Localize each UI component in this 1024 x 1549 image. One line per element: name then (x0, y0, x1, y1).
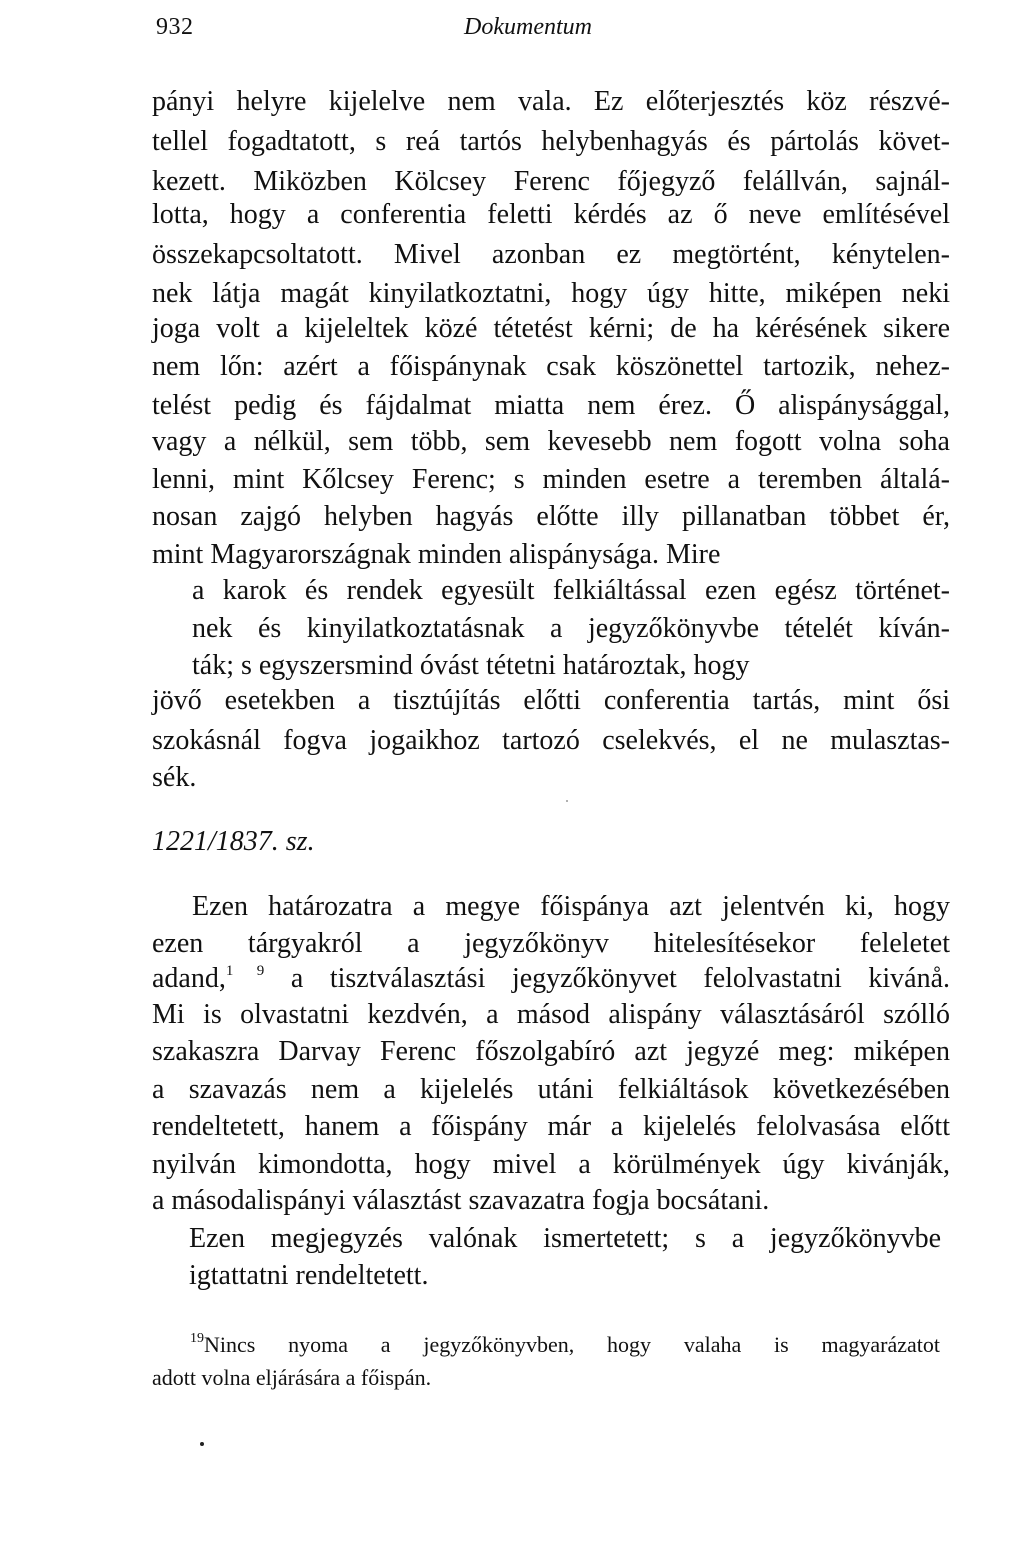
text-line: lenni, mint Kőlcsey Ferenc; s minden esetre a teremben általá- (152, 464, 950, 495)
text-fragment: a tisztválasztási jegyzőkönyvet felolvastatni kivánå. (264, 963, 951, 994)
text-line: nem lőn: azért a főispánynak csak köszönettel tartozik, nehez- (152, 351, 950, 382)
text-line: jövő esetekben a tisztújítás előtti conferentia tartás, mint ősi (152, 685, 950, 716)
text-line: Ezen határozatra a megye főispánya azt jelentvén ki, hogy (192, 891, 950, 922)
text-line: nyilván kimondotta, hogy mivel a körülmények úgy kivánják, (152, 1149, 950, 1180)
section-number: 1221/1837. sz. (152, 826, 315, 857)
scan-speck (566, 800, 568, 802)
footnote-reference: 1 9 (225, 963, 265, 979)
footnote-line: adott volna eljárására a főispán. (152, 1365, 432, 1390)
text-line: sék. (152, 762, 197, 793)
scan-speck (200, 1442, 204, 1446)
text-line: pányi helyre kijelelve nem vala. Ez előterjesztés köz részvé- (152, 86, 950, 117)
text-line: szakaszra Darvay Ferenc főszolgabíró azt jegyzé meg: miképen (152, 1036, 950, 1067)
text-line: mint Magyarországnak minden alispánysága. Mire (152, 539, 721, 570)
text-line: joga volt a kijeleltek közé tétetést kérni; de ha kérésének sikere (152, 313, 950, 344)
text-line: ezen tárgyakról a jegyzőkönyv hitelesítésekor feleletet (152, 928, 950, 959)
running-title: Dokumentum (464, 14, 592, 40)
text-line: Mi is olvastatni kezdvén, a másod alispány választásáról szólló (152, 999, 950, 1030)
text-fragment: adand, (152, 963, 226, 994)
footnote-marker: 19 (190, 1331, 204, 1346)
text-line: tellel fogadtatott, s reá tartós helybenhagyás és pártolás követ- (152, 126, 950, 157)
text-line: a karok és rendek egyesült felkiáltással ezen egész történet- (192, 575, 950, 606)
text-line: ták; s egyszersmind óvást tétetni határoztak, hogy (192, 650, 750, 681)
text-line: Ezen megjegyzés valónak ismertetett; s a jegyzőkönyvbe (189, 1223, 941, 1254)
text-line: telést pedig és fájdalmat miatta nem érez. Ő alispánysággal, (152, 390, 950, 421)
text-line: igtattatni rendeltetett. (189, 1260, 429, 1291)
text-line: szokásnál fogva jogaikhoz tartozó cselekvés, el ne mulasztas- (152, 725, 950, 756)
text-line: lotta, hogy a conferentia feletti kérdés az ő neve említésével (152, 199, 950, 230)
page-number: 932 (156, 14, 194, 40)
page-header (0, 14, 1024, 54)
footnote-text: Nincs nyoma a jegyzőkönyvben, hogy valaha is magyarázatot (204, 1332, 940, 1357)
text-line: a szavazás nem a kijelelés utáni felkiáltások következésében (152, 1074, 950, 1105)
text-line: összekapcsoltatott. Mivel azonban ez megtörtént, kénytelen- (152, 239, 950, 270)
text-line: nek és kinyilatkoztatásnak a jegyzőkönyvbe tételét kíván- (192, 613, 950, 644)
text-line-with-footnote-ref (152, 961, 950, 997)
footnote-line (190, 1331, 940, 1359)
text-line: rendeltetett, hanem a főispány már a kijelelés felolvasása előtt (152, 1111, 950, 1142)
text-line: nosan zajgó helyben hagyás előtte illy pillanatban többet ér, (152, 501, 950, 532)
text-line: a másodalispányi választást szavazatra fogja bocsátani. (152, 1185, 770, 1216)
text-line: vagy a nélkül, sem több, sem kevesebb nem fogott volna soha (152, 426, 950, 457)
text-line: nek látja magát kinyilatkoztatni, hogy úgy hitte, miképen neki (152, 278, 950, 309)
text-line: kezett. Miközben Kölcsey Ferenc főjegyző felállván, sajnál- (152, 166, 950, 197)
